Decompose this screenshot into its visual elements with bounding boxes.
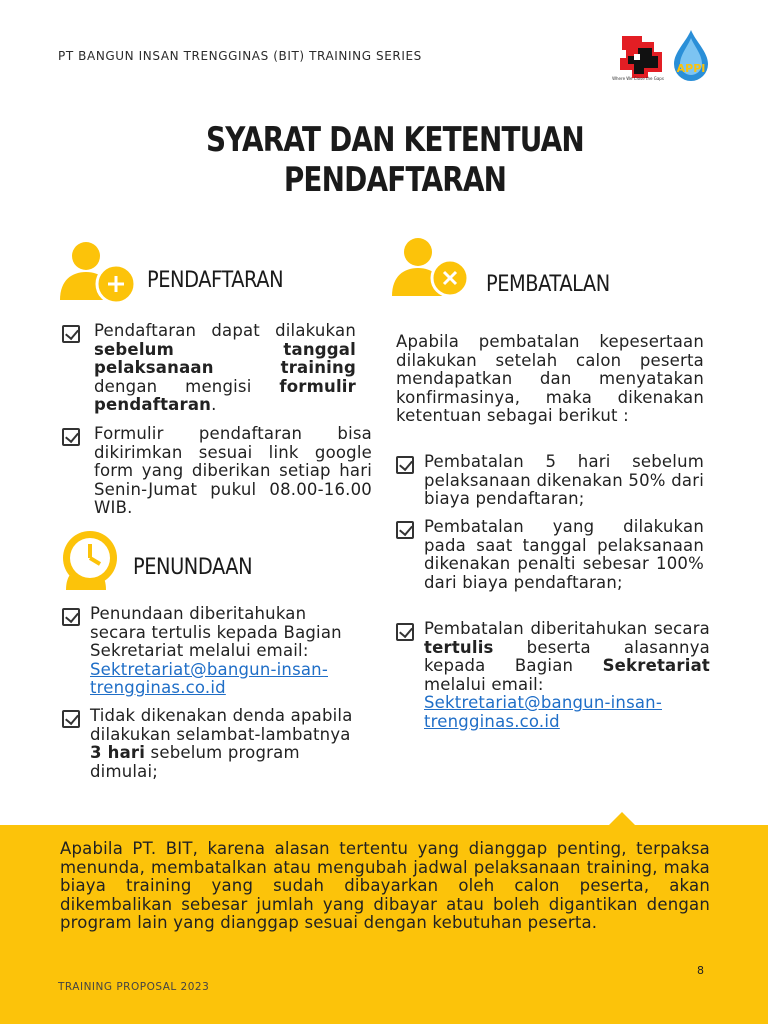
bit-logo-tagline: Where We Close the Gaps <box>612 76 664 81</box>
pendaftaran-item-1-bold-b: formulir pendaftaran <box>94 376 356 414</box>
pembatalan-email-link[interactable]: Sektretariat@bangun-insan-trengginas.co.id <box>424 693 662 731</box>
checked-box-icon <box>62 428 80 446</box>
pembatalan-item-3-bold-a: tertulis <box>424 637 494 657</box>
pembatalan-item-3-text-c: melalui email: <box>424 674 544 694</box>
checked-box-icon <box>62 608 80 626</box>
checked-box-icon <box>62 325 80 343</box>
appi-logo <box>672 28 710 82</box>
penundaan-heading: PENUNDAAN <box>133 555 253 580</box>
pembatalan-item-3-text-b: beserta alasannya kepada Bagian <box>424 637 710 675</box>
pembatalan-item-3-text-a: Pembatalan diberitahukan secara <box>424 619 710 638</box>
penundaan-email-link[interactable]: Sektretariat@bangun-insan-trengginas.co.id <box>90 659 328 697</box>
pendaftaran-item-1-text-b: dengan mengisi <box>94 376 280 396</box>
pembatalan-item-1-text: Pembatalan 5 hari sebelum pelaksanaan dikenakan 50% dari biaya pendaftaran; <box>424 452 704 508</box>
pembatalan-item-3-bold-b: Sekretariat <box>602 656 710 675</box>
penundaan-item-1-text: Penundaan diberitahukan secara tertulis kepada Bagian Sekretariat melalui email: <box>90 604 342 660</box>
user-remove-icon <box>392 236 472 300</box>
page-number: 8 <box>697 964 704 977</box>
penundaan-item-2 <box>62 707 362 781</box>
page-title <box>71 120 719 200</box>
reschedule-note: Apabila PT. BIT, karena alasan tertentu yang dianggap penting, terpaksa menunda, membatalkan atau mengubah jadwal pelaksanaan training, maka biaya training yang sudah dibayarkan oleh calon peserta, akan dikembalikan sebesar jumlah yang dibayar atau boleh digantikan dengan program lain yang dianggap sesuai dengan kebutuhan peserta. <box>60 839 710 933</box>
penundaan-item-1 <box>62 605 362 698</box>
clock-icon <box>56 530 122 592</box>
pendaftaran-item-2-text: Formulir pendaftaran bisa dikirimkan sesuai link google form yang diberikan setiap hari Senin-Jumat pukul 08.00-16.00 WIB. <box>94 424 372 517</box>
checked-box-icon <box>62 710 80 728</box>
pembatalan-item-3 <box>396 620 712 731</box>
header-series-title: PT BANGUN INSAN TRENGGINAS (BIT) TRAINING SERIES <box>58 49 422 63</box>
pendaftaran-item-1-bold-a: sebelum tanggal pelaksanaan training <box>94 339 356 377</box>
pendaftaran-item-2 <box>62 425 374 518</box>
pembatalan-intro: Apabila pembatalan kepesertaan dilakukan setelah calon peserta mendapatkan dan menyatakan konfirmasinya, maka dikenakan ketentuan sebagai berikut : <box>396 332 704 425</box>
pembatalan-heading: PEMBATALAN <box>486 272 610 297</box>
pembatalan-item-1 <box>396 453 706 509</box>
penundaan-item-2-text-a: Tidak dikenakan denda apabila dilakukan selambat-lambatnya <box>90 706 353 744</box>
appi-logo-text: APPI <box>676 62 706 75</box>
pendaftaran-item-1 <box>62 322 358 415</box>
footer-proposal: TRAINING PROPOSAL 2023 <box>58 981 210 993</box>
pembatalan-item-2-text: Pembatalan yang dilakukan pada saat tanggal pelaksanaan dikenakan penalti sebesar 100% dari biaya pendaftaran; <box>424 517 704 592</box>
checked-box-icon <box>396 456 414 474</box>
pembatalan-item-2 <box>396 518 706 592</box>
checked-box-icon <box>396 521 414 539</box>
page-title-line2: PENDAFTARAN <box>283 160 507 200</box>
user-add-icon <box>58 240 138 304</box>
penundaan-item-2-bold: 3 hari <box>90 743 146 762</box>
penundaan-item-2-text-b: sebelum program dimulai; <box>90 743 300 781</box>
band-notch <box>608 812 636 826</box>
pendaftaran-heading: PENDAFTARAN <box>147 268 284 293</box>
checked-box-icon <box>396 623 414 641</box>
pendaftaran-item-1-text-c: . <box>211 395 217 414</box>
pendaftaran-item-1-text-a: Pendaftaran dapat dilakukan <box>94 321 356 340</box>
page-title-line1: SYARAT DAN KETENTUAN <box>206 120 584 160</box>
